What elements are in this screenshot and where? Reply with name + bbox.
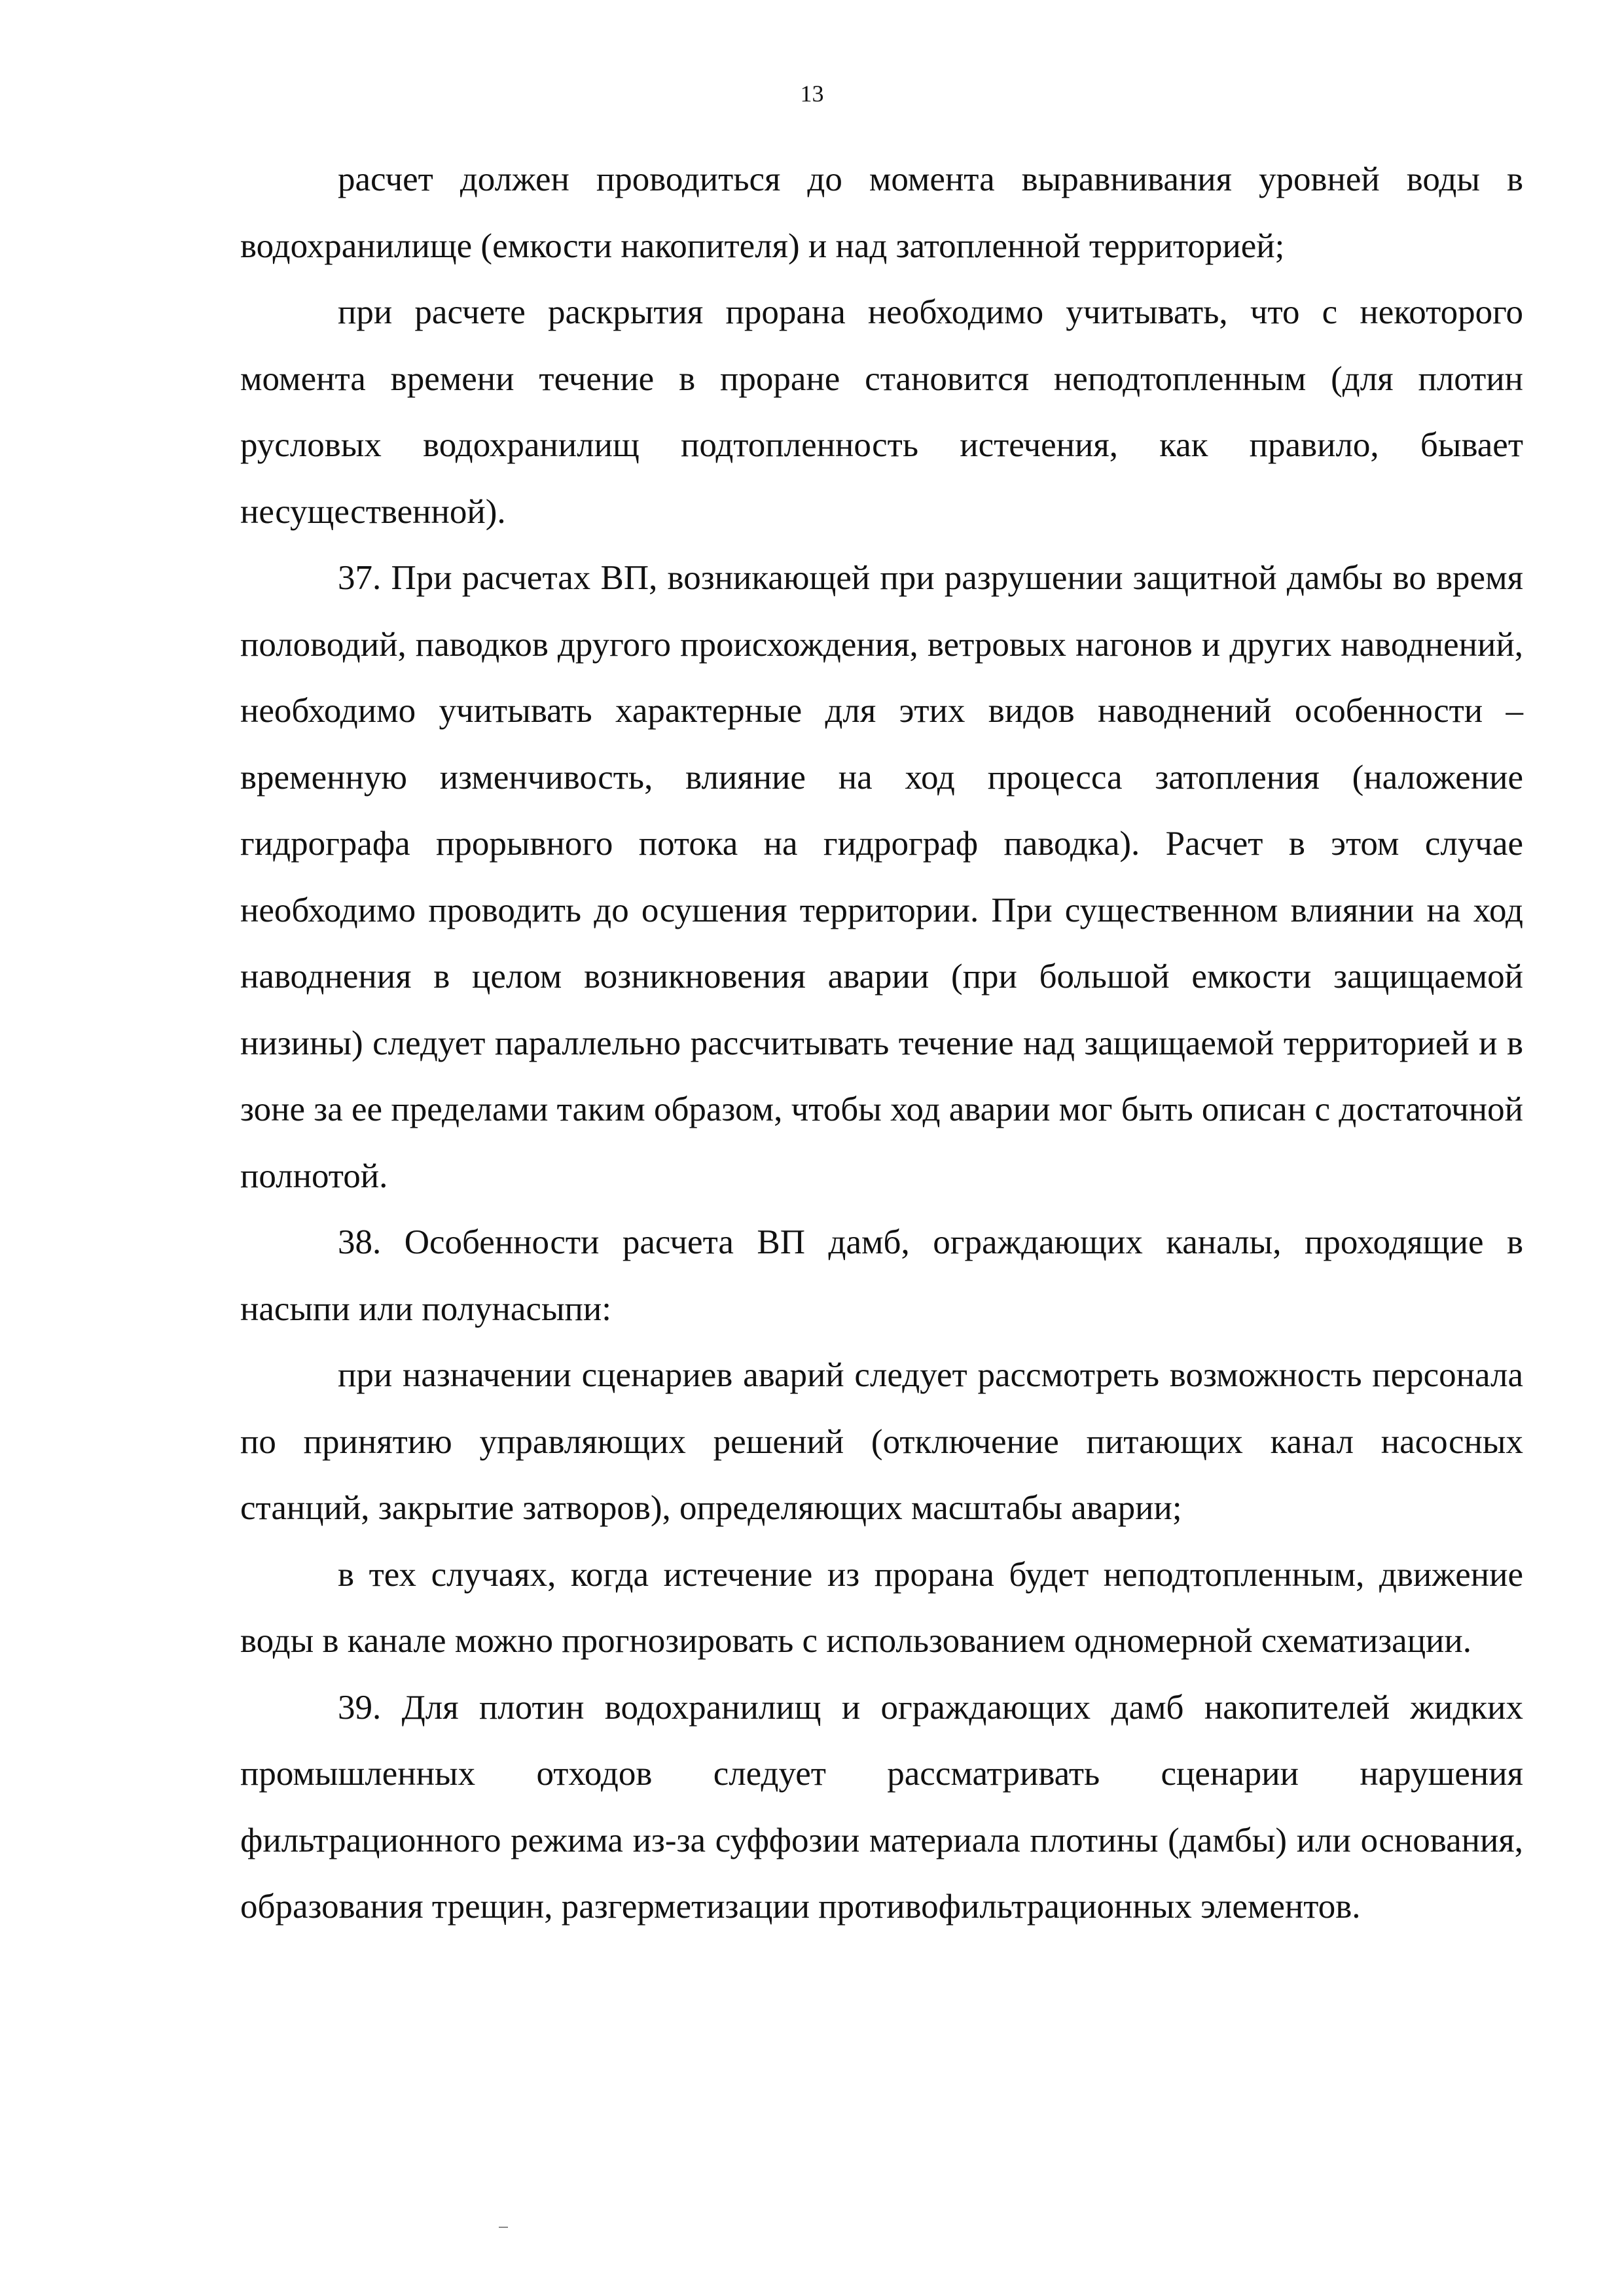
paragraph-item-39: 39. Для плотин водохранилищ и ограждающих дамб накопителей жидких промышленных отходов следует рассматривать сценарии нарушения фильтрационного режима из-за суффозии материала плотины (дамбы) или основания, образования трещин, разгерметизации противофильтрационных элементов. <box>240 1688 1523 1926</box>
paragraph-accident-scenarios: при назначении сценариев аварий следует рассмотреть возможность персонала по принятию управляющих решений (отключение питающих канал насосных станций, закрытие затворов), определяющих масштабы аварии; <box>240 1356 1523 1527</box>
paragraph-breach-opening: при расчете раскрытия прорана необходимо учитывать, что с некоторого момента времени течение в проране становится неподтопленным (для плотин русловых водохранилищ подтопленность истечения, как правило, бывает несущественной). <box>240 293 1523 531</box>
page-number: 13 <box>800 81 824 107</box>
paragraph-one-dimensional-model: в тех случаях, когда истечение из прорана будет неподтопленным, движение воды в канале можно прогнозировать с использованием одномерной схематизации. <box>240 1555 1523 1660</box>
paragraph-item-37: 37. При расчетах ВП, возникающей при разрушении защитной дамбы во время половодий, паводков другого происхождения, ветровых нагонов и других наводнений, необходимо учитывать характерные для этих видов наводнений особенности – временную изменчивость, влияние на ход процесса затопления (наложение гидрографа прорывного потока на гидрограф паводка). Расчет в этом случае необходимо проводить до осушения территории. При существенном влиянии на ход наводнения в целом возникновения аварии (при большой емкости защищаемой низины) следует параллельно рассчитывать течение над защищаемой территорией и в зоне за ее пределами таким образом, чтобы ход аварии мог быть описан с достаточной полнотой. <box>240 559 1523 1195</box>
paragraph-item-38: 38. Особенности расчета ВП дамб, ограждающих каналы, проходящие в насыпи или полунасыпи: <box>240 1223 1523 1328</box>
scan-mark <box>499 2227 508 2228</box>
document-body <box>240 147 1523 1941</box>
paragraph-calculation-duration: расчет должен проводиться до момента выравнивания уровней воды в водохранилище (емкости накопителя) и над затопленной территорией; <box>240 160 1523 265</box>
